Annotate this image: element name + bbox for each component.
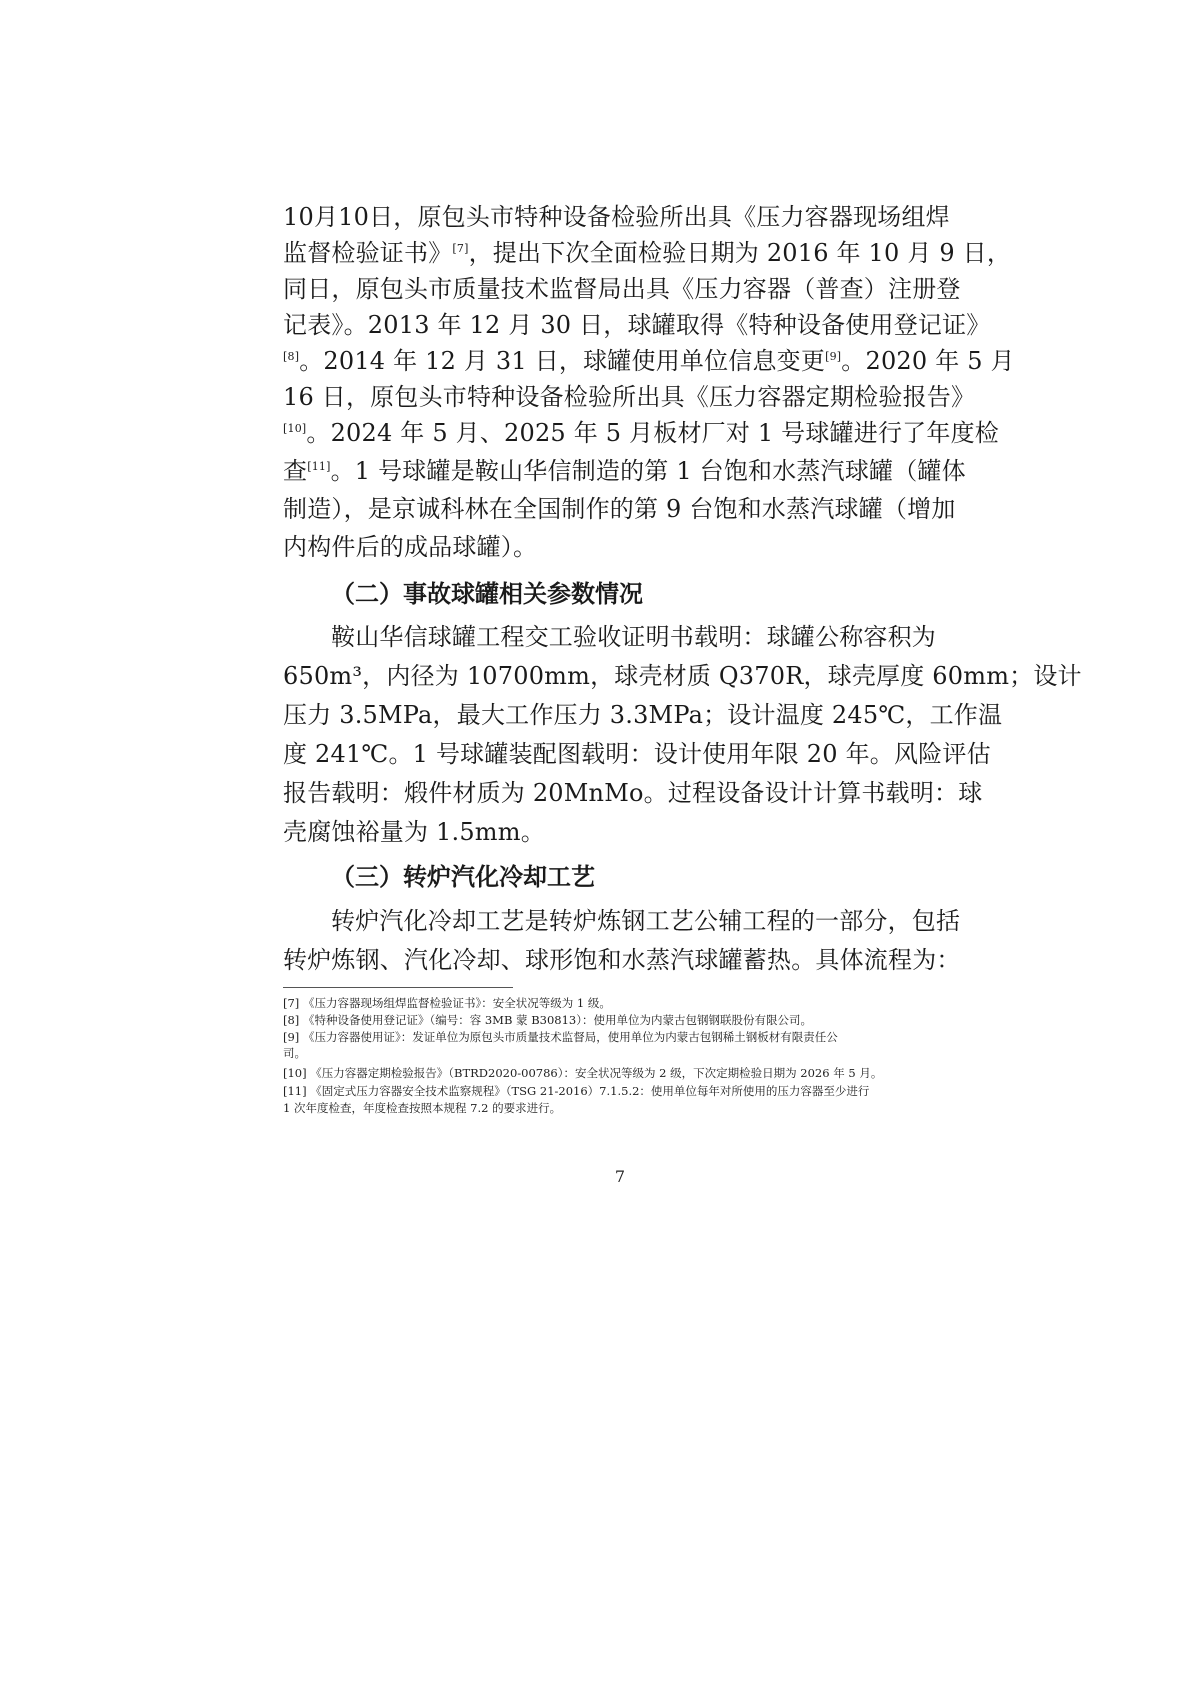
footnote-ref: [7]: [452, 242, 469, 255]
footnote: 1 次年度检查，年度检查按照本规程 7.2 的要求进行。: [283, 1101, 562, 1115]
paragraph-line: [283, 238, 1012, 268]
line-text: 。2024 年 5 月、2025 年 5 月板材厂对 1 号球罐进行了年度检: [306, 419, 999, 447]
section-heading: （三）转炉汽化冷却工艺: [331, 863, 595, 891]
page-number: 7: [614, 1167, 626, 1186]
footnote-separator: [283, 987, 513, 988]
paragraph-line: 同日，原包头市质量技术监督局出具《压力容器（普查）注册登: [283, 275, 961, 303]
paragraph-line: 转炉炼钢、汽化冷却、球形饱和水蒸汽球罐蓄热。具体流程为：: [283, 946, 961, 974]
line-text: 监督检验证书》: [283, 239, 453, 267]
paragraph-line: 10月10日，原包头市特种设备检验所出具《压力容器现场组焊: [283, 203, 950, 231]
paragraph-line: 鞍山华信球罐工程交工验收证明书载明：球罐公称容积为: [331, 623, 936, 651]
footnote: [9] 《压力容器使用证》：发证单位为原包头市质量技术监督局，使用单位为内蒙古包钢稀土钢板材有限责任公: [283, 1030, 838, 1044]
paragraph-line: [283, 346, 1015, 376]
paragraph-line: 壳腐蚀裕量为 1.5mm。: [283, 818, 545, 846]
paragraph-line: 转炉汽化冷却工艺是转炉炼钢工艺公辅工程的一部分，包括: [331, 907, 961, 935]
paragraph-line: 记表》。2013 年 12 月 30 日，球罐取得《特种设备使用登记证》: [283, 311, 991, 339]
paragraph-line: 650m³，内径为 10700mm，球壳材质 Q370R，球壳厚度 60mm；设计: [283, 662, 1082, 690]
paragraph-line: 压力 3.5MPa，最大工作压力 3.3MPa；设计温度 245℃，工作温: [283, 701, 1003, 729]
line-text: 。2014 年 12 月 31 日，球罐使用单位信息变更: [299, 347, 826, 375]
paragraph-line: 制造），是京诚科林在全国制作的第 9 台饱和水蒸汽球罐（增加: [283, 495, 956, 523]
paragraph-line: [283, 418, 999, 448]
paragraph-line: 报告载明：煅件材质为 20MnMo。过程设备设计计算书载明：球: [283, 779, 983, 807]
section-heading: （二）事故球罐相关参数情况: [331, 580, 643, 608]
footnote: [10] 《压力容器定期检验报告》（BTRD2020-00786）：安全状况等级为 2 级，下次定期检验日期为 2026 年 5 月。: [283, 1066, 883, 1080]
footnote-ref: [8]: [283, 350, 300, 363]
line-text: 查: [283, 457, 308, 485]
footnote: [11] 《固定式压力容器安全技术监察规程》（TSG 21-2016）7.1.5.2：使用单位每年对所使用的压力容器至少进行: [283, 1084, 870, 1098]
paragraph-line: 度 241℃。1 号球罐装配图载明：设计使用年限 20 年。风险评估: [283, 740, 991, 768]
line-text: ，提出下次全面检验日期为 2016 年 10 月 9 日，: [468, 239, 1012, 267]
footnote: 司。: [283, 1046, 306, 1060]
line-text: 。1 号球罐是鞍山华信制造的第 1 台饱和水蒸汽球罐（罐体: [330, 457, 966, 485]
footnote: [7] 《压力容器现场组焊监督检验证书》：安全状况等级为 1 级。: [283, 996, 611, 1010]
paragraph-line: 内构件后的成品球罐）。: [283, 533, 538, 561]
footnote: [8] 《特种设备使用登记证》（编号：容 3MB 蒙 B30813）：使用单位为内蒙古包钢钢联股份有限公司。: [283, 1013, 812, 1027]
paragraph-line: [283, 456, 966, 486]
footnote-ref: [11]: [307, 460, 331, 473]
footnote-ref: [10]: [283, 422, 307, 435]
paragraph-line: 16 日，原包头市特种设备检验所出具《压力容器定期检验报告》: [283, 383, 976, 411]
line-text: 。2020 年 5 月: [841, 347, 1015, 375]
footnote-ref: [9]: [825, 350, 842, 363]
